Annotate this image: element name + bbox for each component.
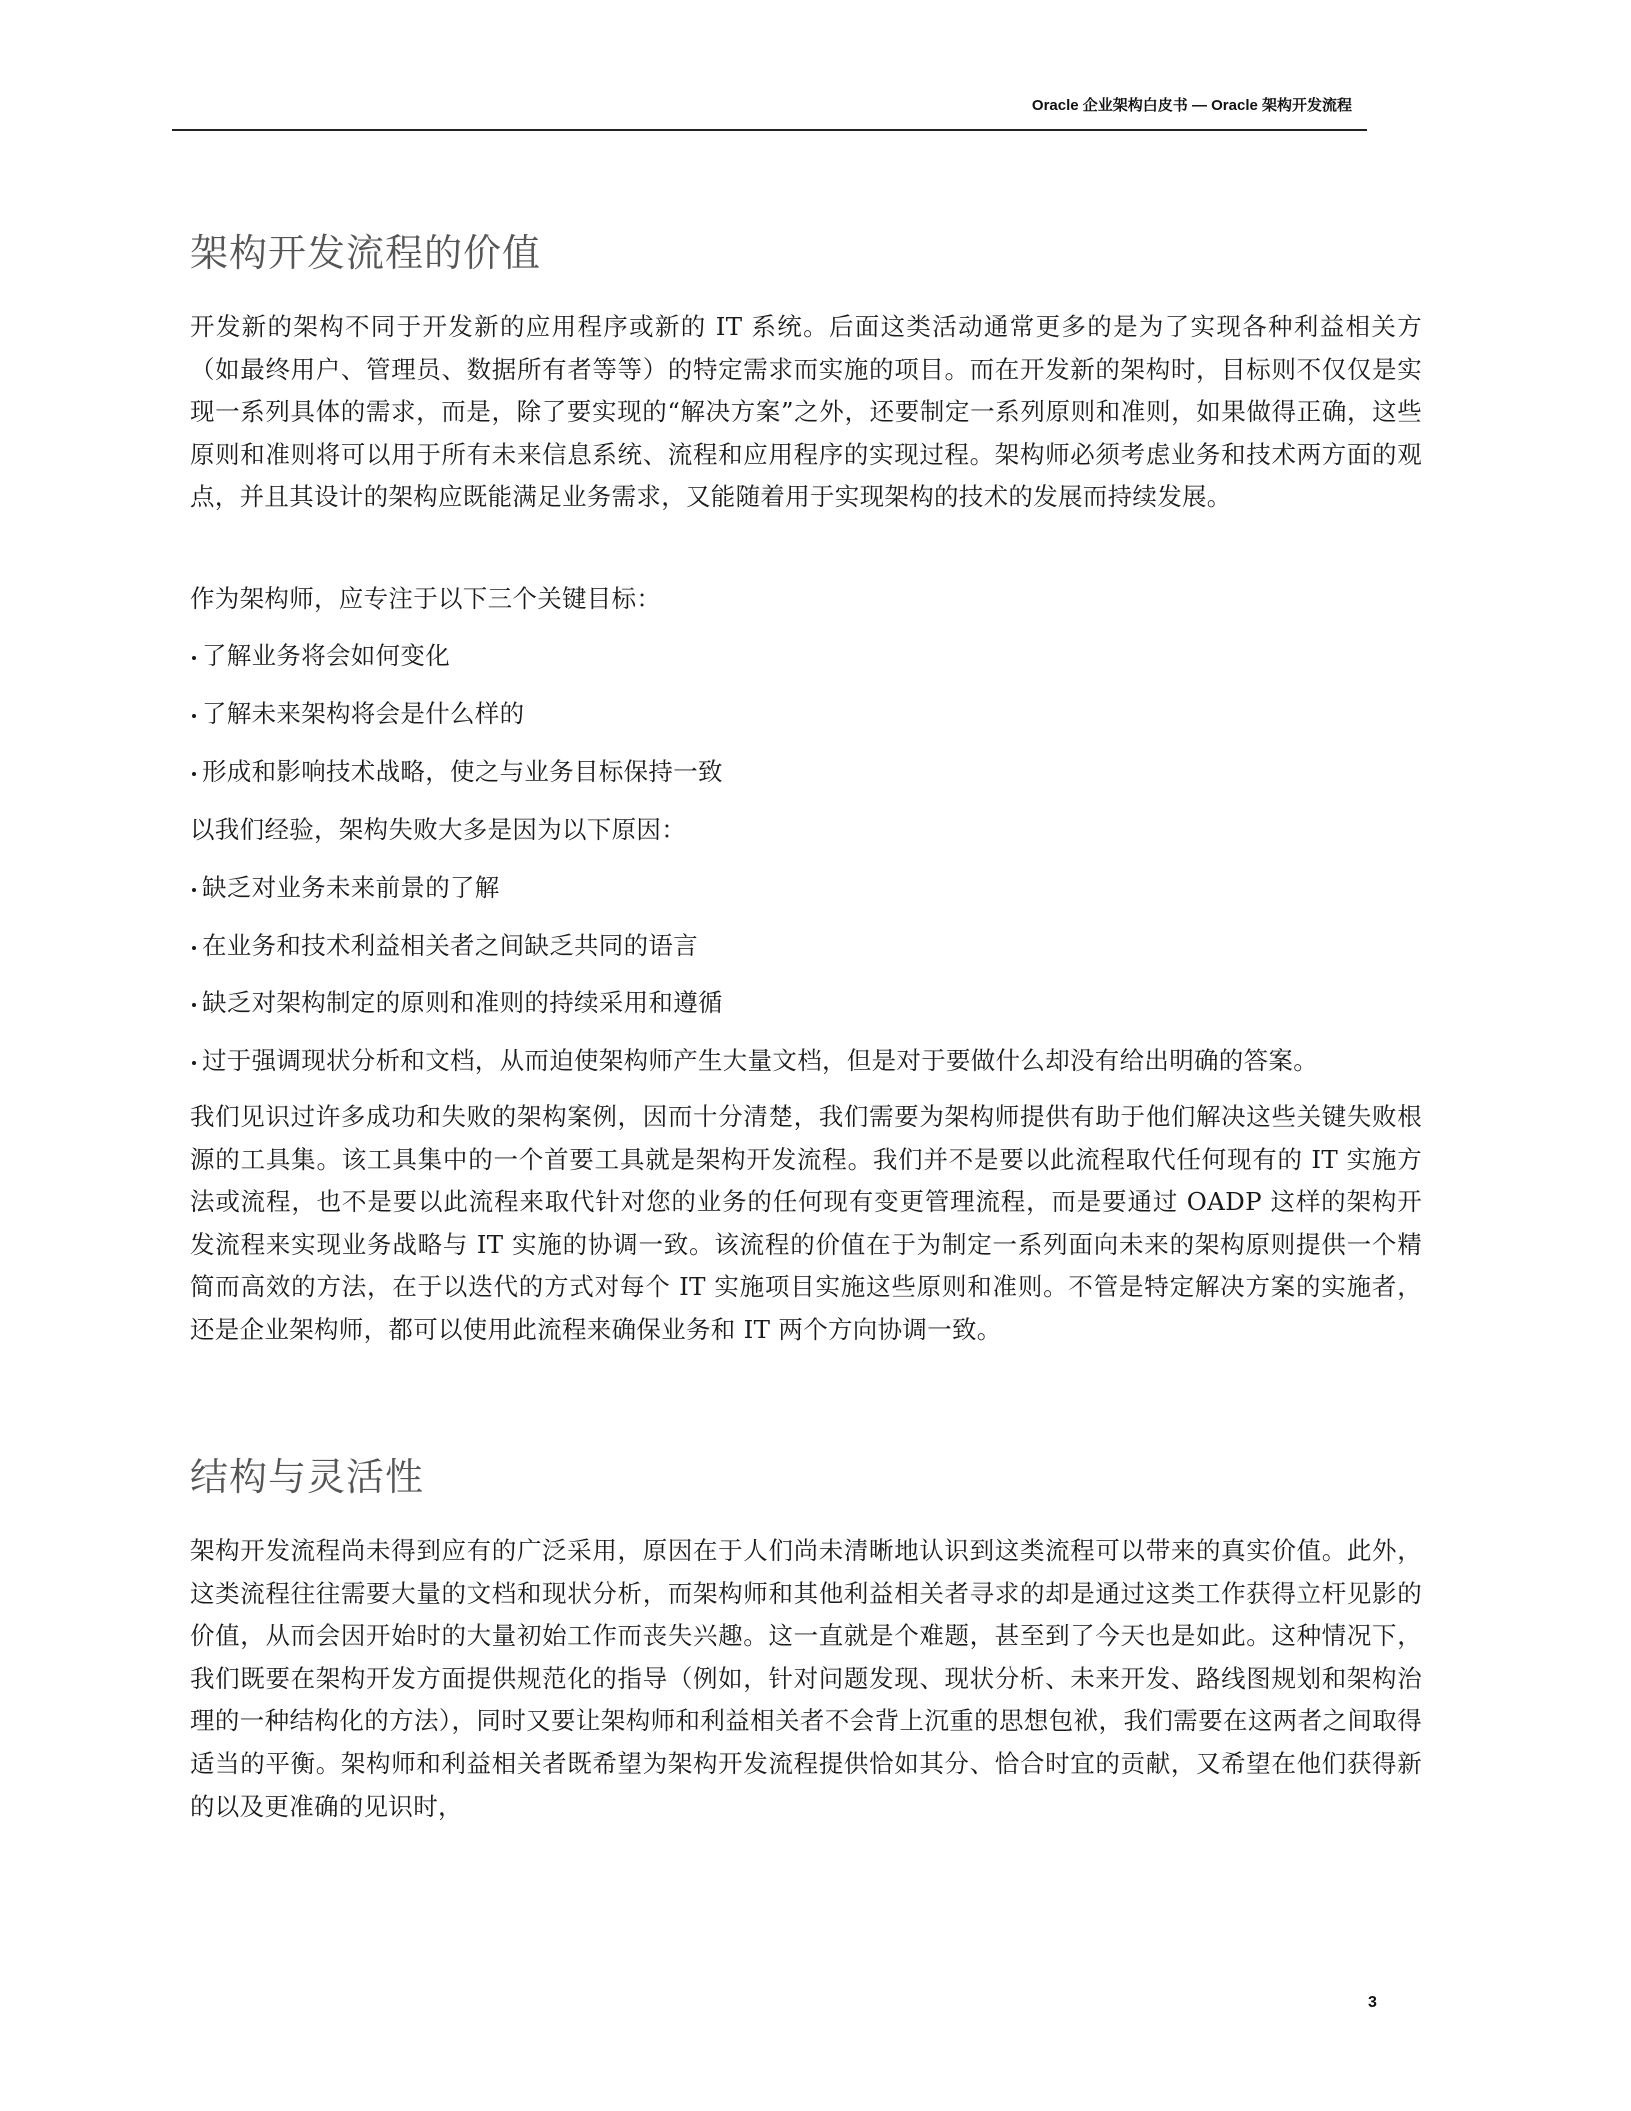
goals-intro: 作为架构师，应专注于以下三个关键目标： xyxy=(190,584,662,613)
section-heading-structure: 结构与灵活性 xyxy=(190,1455,425,1499)
failure-item: 缺乏对业务未来前景的了解 xyxy=(190,873,500,903)
goal-item: 了解未来架构将会是什么样的 xyxy=(190,699,524,729)
bullet-icon xyxy=(192,888,196,892)
failure-item: 缺乏对架构制定的原则和准则的持续采用和遵循 xyxy=(190,988,723,1018)
paragraph-toolset: 我们见识过许多成功和失败的架构案例，因而十分清楚，我们需要为架构师提供有助于他们解决这些关键失败根源的工具集。该工具集中的一个首要工具就是架构开发流程。我们并不是要以此流程取代任何现有的 IT 实施方法或流程，也不是要以此流程来取代针对您的业务的任何现有变更管理流程，而是要通过 OADP 这样的架构开发流程来实现业务战略与 IT 实施的协调一致。该流程的价值在于为制定一系列面向未来的架构原则提供一个精简而高效的方法，在于以迭代的方式对每个 IT 实施项目实施这些原则和准则。不管是特定解决方案的实施者，还是企业架构师，都可以使用此流程来确保业务和 IT 两个方向协调一致。 xyxy=(190,1102,1422,1344)
bullet-icon xyxy=(192,714,196,718)
goal-item: 了解业务将会如何变化 xyxy=(190,641,450,671)
header-rule xyxy=(172,129,1367,131)
failures-intro: 以我们经验，架构失败大多是因为以下原因： xyxy=(190,815,686,844)
bullet-icon xyxy=(192,656,196,660)
failure-item: 在业务和技术利益相关者之间缺乏共同的语言 xyxy=(190,931,698,961)
paragraph-structure: 架构开发流程尚未得到应有的广泛采用，原因在于人们尚未清晰地认识到这类流程可以带来的真实价值。此外，这类流程往往需要大量的文档和现状分析，而架构师和其他利益相关者寻求的却是通过这类工作获得立杆见影的价值，从而会因开始时的大量初始工作而丧失兴趣。这一直就是个难题，甚至到了今天也是如此。这种情况下，我们既要在架构开发方面提供规范化的指导（例如，针对问题发现、现状分析、未来开发、路线图规划和架构治理的一种结构化的方法），同时又要让架构师和利益相关者不会背上沉重的思想包袱，我们需要在这两者之间取得适当的平衡。架构师和利益相关者既希望为架构开发流程提供恰如其分、恰合时宜的贡献，又希望在他们获得新的以及更准确的见识时， xyxy=(190,1536,1422,1821)
section-heading-value: 架构开发流程的价值 xyxy=(190,231,542,275)
bullet-icon xyxy=(192,946,196,950)
bullet-icon xyxy=(192,1061,196,1065)
running-header: Oracle 企业架构白皮书 — Oracle 架构开发流程 xyxy=(1031,97,1352,114)
goal-item: 形成和影响技术战略，使之与业务目标保持一致 xyxy=(190,757,723,787)
page-number: 3 xyxy=(1368,1994,1377,2011)
failure-item: 过于强调现状分析和文档，从而迫使架构师产生大量文档，但是对于要做什么却没有给出明确的答案。 xyxy=(190,1046,1318,1076)
bullet-icon xyxy=(192,1003,196,1007)
bullet-icon xyxy=(192,772,196,776)
paragraph-intro: 开发新的架构不同于开发新的应用程序或新的 IT 系统。后面这类活动通常更多的是为了实现各种利益相关方（如最终用户、管理员、数据所有者等等）的特定需求而实施的项目。而在开发新的架构时，目标则不仅仅是实现一系列具体的需求，而是，除了要实现的“解决方案”之外，还要制定一系列原则和准则，如果做得正确，这些原则和准则将可以用于所有未来信息系统、流程和应用程序的实现过程。架构师必须考虑业务和技术两方面的观点，并且其设计的架构应既能满足业务需求，又能随着用于实现架构的技术的发展而持续发展。 xyxy=(190,312,1422,512)
